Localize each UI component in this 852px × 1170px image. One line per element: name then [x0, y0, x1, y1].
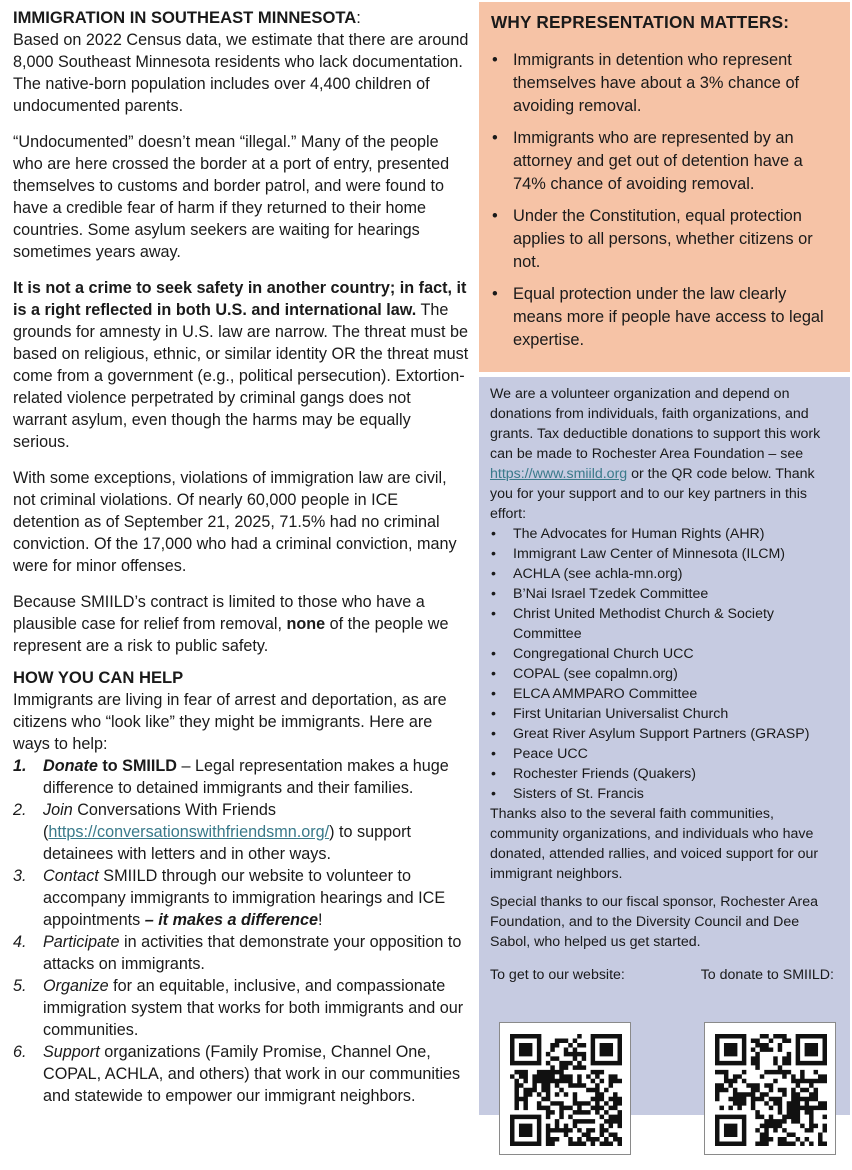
section-heading-immigration: IMMIGRATION IN SOUTHEAST MINNESOTA: — [13, 8, 361, 27]
help-item-join: 2. Join Conversations With Friends (https://conversationswithfriendsmn.org/) to support detainees with letters and in other ways. — [13, 801, 411, 863]
volunteer-panel — [479, 377, 850, 1115]
why-heading: WHY REPRESENTATION MATTERS: — [491, 12, 790, 32]
qr-website-label: To get to our website: — [490, 967, 625, 983]
bullet-icon: • — [492, 51, 498, 69]
undocumented-paragraph: “Undocumented” doesn’t mean “illegal.” Many of the people who are here crossed the border at a port of entry, presented themselves to customs and border patrol, and were found to have a credible fear of harm if they returned to their home countries. Some asylum seekers are waiting for hearings sometimes years away. — [13, 133, 450, 261]
partner-item: • B’Nai Israel Tzedek Committee — [491, 586, 709, 602]
donate-qr-code[interactable] — [704, 1022, 836, 1155]
why-representation-panel — [479, 2, 850, 372]
partner-item: • The Advocates for Human Rights (AHR) — [491, 526, 765, 542]
bullet-icon: • — [492, 207, 498, 225]
thanks-paragraph: Thanks also to the several faith communities, community organizations, and individuals who have donated, attended rallies, and voiced support for our immigrant neighbors. — [490, 806, 819, 882]
partner-item: • Rochester Friends (Quakers) — [491, 766, 696, 782]
intro-paragraph: Based on 2022 Census data, we estimate that there are around 8,000 Southeast Minnesota residents who lack documentation. The native-born population includes over 4,400 children of undocumented parents. — [13, 31, 469, 115]
qr-row — [499, 1022, 839, 1160]
partner-item: • Immigrant Law Center of Minnesota (ILCM) — [491, 546, 786, 562]
help-item-participate: 4. Participate in activities that demonstrate your opposition to attacks on immigrants. — [13, 933, 462, 973]
why-item: • Immigrants who are represented by an attorney and get out of detention have a 74% chance of avoiding removal. — [492, 129, 803, 193]
qr-donate-label: To donate to SMIILD: — [700, 967, 834, 983]
special-thanks-paragraph: Special thanks to our fiscal sponsor, Rochester Area Foundation, and to the Diversity Council and Dee Sabol, who helped us get started. — [490, 894, 819, 950]
why-item: • Immigrants in detention who represent themselves have about a 3% chance of avoiding removal. — [492, 51, 800, 115]
partner-list — [490, 524, 838, 804]
help-item-organize: 5. Organize for an equitable, inclusive, and compassionate immigration system that works for both immigrants and our communities. — [13, 977, 464, 1039]
smiild-website-link[interactable]: https://www.smiild.org — [490, 466, 628, 482]
partner-item: • Peace UCC — [491, 746, 588, 762]
conversations-link[interactable]: https://conversationswithfriendsmn.org/ — [48, 823, 330, 841]
qr-code-icon — [715, 1034, 827, 1146]
partner-item: • Congregational Church UCC — [491, 646, 694, 662]
smiild-paragraph: Because SMIILD’s contract is limited to those who have a plausible case for relief from removal, none of the people we represent are a risk to public safety. — [13, 593, 449, 655]
qr-labels — [490, 965, 838, 985]
help-item-donate: 1. Donate to SMIILD – Legal representation makes a huge difference to detained immigrants and their families. — [13, 757, 449, 797]
why-item: • Equal protection under the law clearly means more if people have access to legal expertise. — [492, 285, 824, 349]
partner-item: • Sisters of St. Francis — [491, 786, 644, 802]
help-item-contact: 3. Contact SMIILD through our website to volunteer to accompany immigrants to immigration hearings and ICE appointments – it makes a difference! — [13, 867, 446, 929]
partner-item: • Christ United Methodist Church & Society Committee — [491, 606, 775, 642]
partner-item: • ACHLA (see achla-mn.org) — [491, 566, 683, 582]
help-intro: Immigrants are living in fear of arrest and deportation, as are citizens who “look like” they might be immigrants. Here are ways to help: — [13, 691, 447, 753]
exceptions-paragraph: With some exceptions, violations of immigration law are civil, not criminal violations. Of nearly 60,000 people in ICE detention as of September 21, 2025, 71.5% had no criminal conviction. Of the 17,000 who had a criminal conviction, many were for minor offenses. — [13, 469, 457, 575]
crime-paragraph: It is not a crime to seek safety in another country; in fact, it is a right reflected in both U.S. and international law. The grounds for amnesty in U.S. law are narrow. The threat must be based on religious, ethnic, or similar identity OR the threat must come from a government (e.g., political persecution). Extortion-related violence perpetrated by criminal gangs does not warrant asylum, even though the harms may be equally serious. — [13, 279, 469, 451]
website-qr-code[interactable] — [499, 1022, 631, 1155]
why-item: • Under the Constitution, equal protection applies to all persons, whether citizens or not. — [492, 207, 813, 271]
partner-item: • ELCA AMMPARO Committee — [491, 686, 698, 702]
partner-item: • Great River Asylum Support Partners (GRASP) — [491, 726, 810, 742]
partner-item: • First Unitarian Universalist Church — [491, 706, 729, 722]
help-list — [13, 755, 469, 1107]
bullet-icon: • — [492, 285, 498, 303]
section-heading-help: HOW YOU CAN HELP — [13, 668, 184, 687]
volunteer-intro: We are a volunteer organization and depend on donations from individuals, faith organizations, and grants. Tax deductible donations to support this work can be made to Rochester Area Foundation – see https://www.smiild.org or the QR code below. Thank you for your support and to our key partners in this effort: — [490, 386, 821, 522]
qr-code-icon — [510, 1034, 622, 1146]
bullet-icon: • — [492, 129, 498, 147]
help-item-support: 6. Support organizations (Family Promise, Channel One, COPAL, ACHLA, and others) that work in our communities and statewide to empower our immigrant neighbors. — [13, 1043, 461, 1105]
why-list — [491, 49, 836, 352]
partner-item: • COPAL (see copalmn.org) — [491, 666, 678, 682]
left-column — [13, 7, 469, 1107]
